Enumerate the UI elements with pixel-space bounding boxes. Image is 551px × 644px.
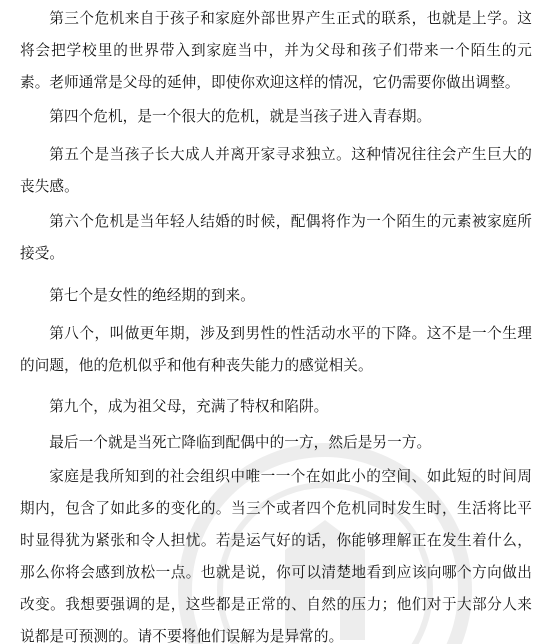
- paragraph-crisis-four: 第四个危机，是一个很大的危机，就是当孩子进入青春期。: [49, 108, 432, 125]
- paragraph-family-changes: 家庭是我所知到的社会组织中唯一一个在如此小的空间、如此短的时间周期内，包含了如此多的变化的。当三个或者四个危机同时发生时，生活将比平时显得犹为紧张和令人担忧。若是运气好的话，你能够理解正在发生着什么，那么你将会感到放松一点。也就是说，你可以清楚地看到应该向哪个方向做出改变。我想要强调的是，这些都是正常的、自然的压力；他们对于大部分人来说都是可预测的。请不要将他们误解为是异常的。: [20, 468, 532, 644]
- paragraph-crisis-five: 第五个是当孩子长大成人并离开家寻求独立。这种情况往往会产生巨大的丧失感。: [20, 146, 532, 195]
- paragraph-crisis-seven: 第七个是女性的绝经期的到来。: [49, 287, 255, 304]
- paragraph-crisis-nine: 第九个，成为祖父母，充满了特权和陷阱。: [49, 398, 329, 415]
- paragraph-crisis-last: 最后一个就是当死亡降临到配偶中的一方，然后是另一方。: [49, 434, 432, 451]
- paragraph-crisis-six: 第六个危机是当年轻人结婚的时候，配偶将作为一个陌生的元素被家庭所接受。: [20, 213, 532, 262]
- paragraph-crisis-three: 第三个危机来自于孩子和家庭外部世界产生正式的联系，也就是上学。这将会把学校里的世界带入到家庭当中，并为父母和孩子们带来一个陌生的元素。老师通常是父母的延伸，即使你欢迎这样的情况，它仍需要你做出调整。: [20, 10, 532, 91]
- paragraph-crisis-eight: 第八个，叫做更年期，涉及到男性的性活动水平的下降。这不是一个生理的问题，他的危机似乎和他有种丧失能力的感觉相关。: [20, 325, 532, 374]
